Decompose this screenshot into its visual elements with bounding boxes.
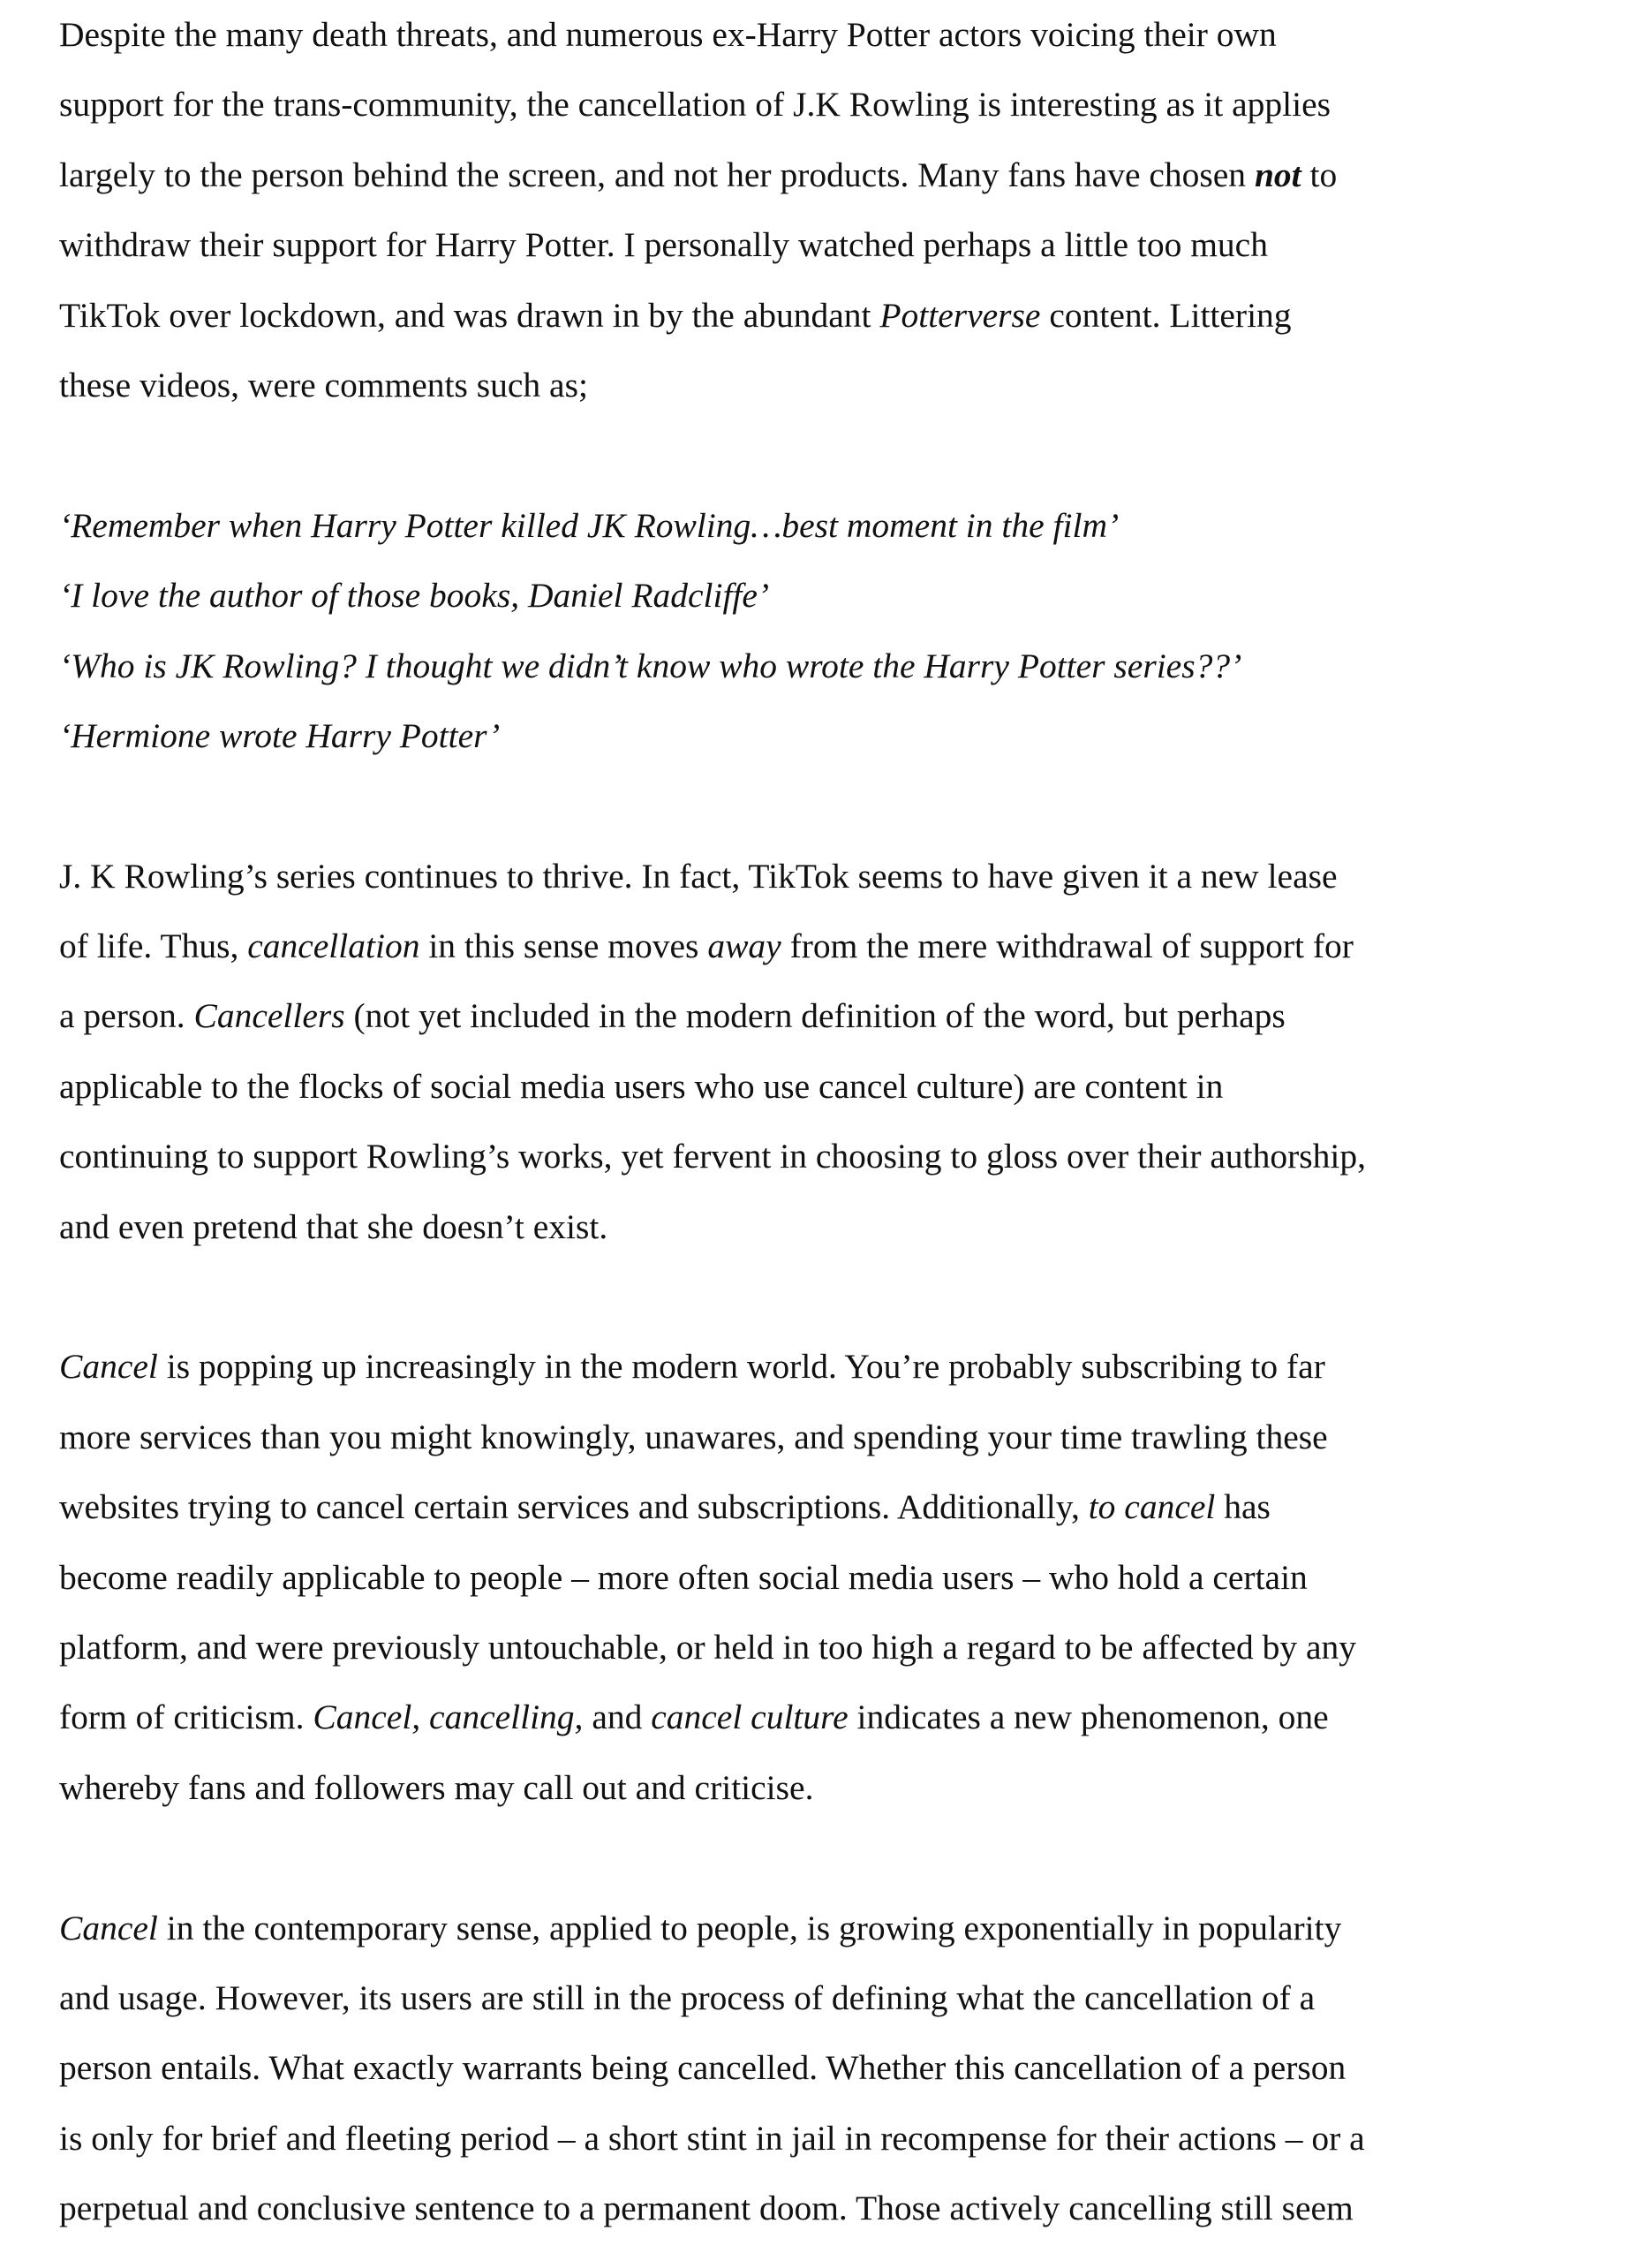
text-line bbox=[59, 1683, 1613, 1752]
text-line bbox=[59, 981, 1613, 1051]
emphasis-cancel-culture: cancel culture bbox=[651, 1698, 849, 1737]
text-line: and usage. However, its users are still in the process of defining what the cancellation of a bbox=[59, 1977, 1316, 2017]
text-line: these videos, were comments such as; bbox=[59, 365, 588, 405]
text-line: support for the trans-community, the cancellation of J.K Rowling is interesting as it applies bbox=[59, 85, 1331, 125]
text-run: is popping up increasingly in the modern world. You’re probably subscribing to far bbox=[157, 1347, 1325, 1387]
text-line: platform, and were previously untouchable, or held in too high a regard to be affected by any bbox=[59, 1627, 1357, 1667]
text-run: indicates a new phenomenon, one bbox=[848, 1698, 1329, 1737]
text-line: continuing to support Rowling’s works, yet fervent in choosing to gloss over their authorship, bbox=[59, 1137, 1366, 1176]
paragraph-4 bbox=[59, 1894, 1613, 2244]
text-line: withdraw their support for Harry Potter. I personally watched perhaps a little too much bbox=[59, 225, 1268, 265]
text-run: has bbox=[1215, 1487, 1271, 1527]
text-run: in the contemporary sense, applied to people, is growing exponentially in popularity bbox=[157, 1908, 1342, 1947]
quote-line: ‘Remember when Harry Potter killed JK Rowling…best moment in the film’ bbox=[59, 505, 1120, 545]
text-run: a person. bbox=[59, 996, 194, 1036]
text-line: more services than you might knowingly, unawares, and spending your time trawling these bbox=[59, 1417, 1328, 1456]
text-line: J. K Rowling’s series continues to thrive. In fact, TikTok seems to have given it a new lease bbox=[59, 856, 1338, 896]
text-line bbox=[59, 140, 1613, 210]
quote-line: ‘Who is JK Rowling? I thought we didn’t know who wrote the Harry Potter series??’ bbox=[59, 646, 1242, 685]
text-run: (not yet included in the modern definition of the word, but perhaps bbox=[344, 996, 1286, 1036]
emphasis-cancel: Cancel bbox=[59, 1908, 158, 1947]
text-run: from the mere withdrawal of support for bbox=[781, 926, 1354, 966]
text-line: and even pretend that she doesn’t exist. bbox=[59, 1206, 608, 1246]
text-run: websites trying to cancel certain services and subscriptions. Additionally, bbox=[59, 1487, 1089, 1527]
text-run: and bbox=[583, 1698, 652, 1737]
emphasis-to-cancel: to cancel bbox=[1088, 1487, 1216, 1527]
paragraph-1 bbox=[59, 0, 1613, 420]
paragraph-gap bbox=[59, 420, 1613, 490]
paragraph-3 bbox=[59, 1332, 1613, 1823]
quote-line: ‘I love the author of those books, Daniel Radcliffe’ bbox=[59, 576, 770, 616]
emphasis-cancellers: Cancellers bbox=[193, 996, 345, 1036]
text-line: whereby fans and followers may call out and criticise. bbox=[59, 1767, 814, 1807]
emphasis-cancel: Cancel bbox=[59, 1347, 158, 1387]
text-line bbox=[59, 911, 1613, 981]
paragraph-gap bbox=[59, 1262, 1613, 1332]
text-line: person entails. What exactly warrants being cancelled. Whether this cancellation of a person bbox=[59, 2048, 1346, 2088]
text-line: is only for brief and fleeting period – a short stint in jail in recompense for their actions – or a bbox=[59, 2118, 1365, 2158]
emphasis-potterverse: Potterverse bbox=[879, 295, 1041, 335]
paragraph-gap bbox=[59, 1823, 1613, 1893]
paragraph-2 bbox=[59, 842, 1613, 1262]
emphasis-away: away bbox=[707, 926, 781, 966]
text-run: form of criticism. bbox=[59, 1698, 313, 1737]
text-line: applicable to the flocks of social media users who use cancel culture) are content in bbox=[59, 1066, 1224, 1106]
paragraph-gap bbox=[59, 771, 1613, 841]
text-line: become readily applicable to people – more often social media users – who hold a certain bbox=[59, 1557, 1308, 1597]
quote-block bbox=[59, 491, 1613, 772]
text-run: of life. Thus, bbox=[59, 926, 248, 966]
emphasis-cancellation: cancellation bbox=[247, 926, 420, 966]
document-page bbox=[59, 0, 1613, 2244]
emphasis-not: not bbox=[1254, 155, 1301, 194]
text-line bbox=[59, 1332, 1613, 1402]
text-run: TikTok over lockdown, and was drawn in by the abundant bbox=[59, 295, 880, 335]
text-line bbox=[59, 281, 1613, 351]
text-run: content. Littering bbox=[1040, 295, 1292, 335]
text-run: to bbox=[1301, 155, 1338, 194]
text-line bbox=[59, 1894, 1613, 1963]
text-line: perpetual and conclusive sentence to a permanent doom. Those actively cancelling still seem bbox=[59, 2189, 1354, 2228]
quote-line: ‘Hermione wrote Harry Potter’ bbox=[59, 715, 501, 755]
text-run: largely to the person behind the screen, and not her products. Many fans have chosen bbox=[59, 155, 1255, 194]
text-line: Despite the many death threats, and numerous ex-Harry Potter actors voicing their own bbox=[59, 15, 1277, 54]
emphasis-cancel-cancelling: Cancel, cancelling, bbox=[313, 1698, 584, 1737]
text-run: in this sense moves bbox=[419, 926, 708, 966]
text-line bbox=[59, 1472, 1613, 1542]
